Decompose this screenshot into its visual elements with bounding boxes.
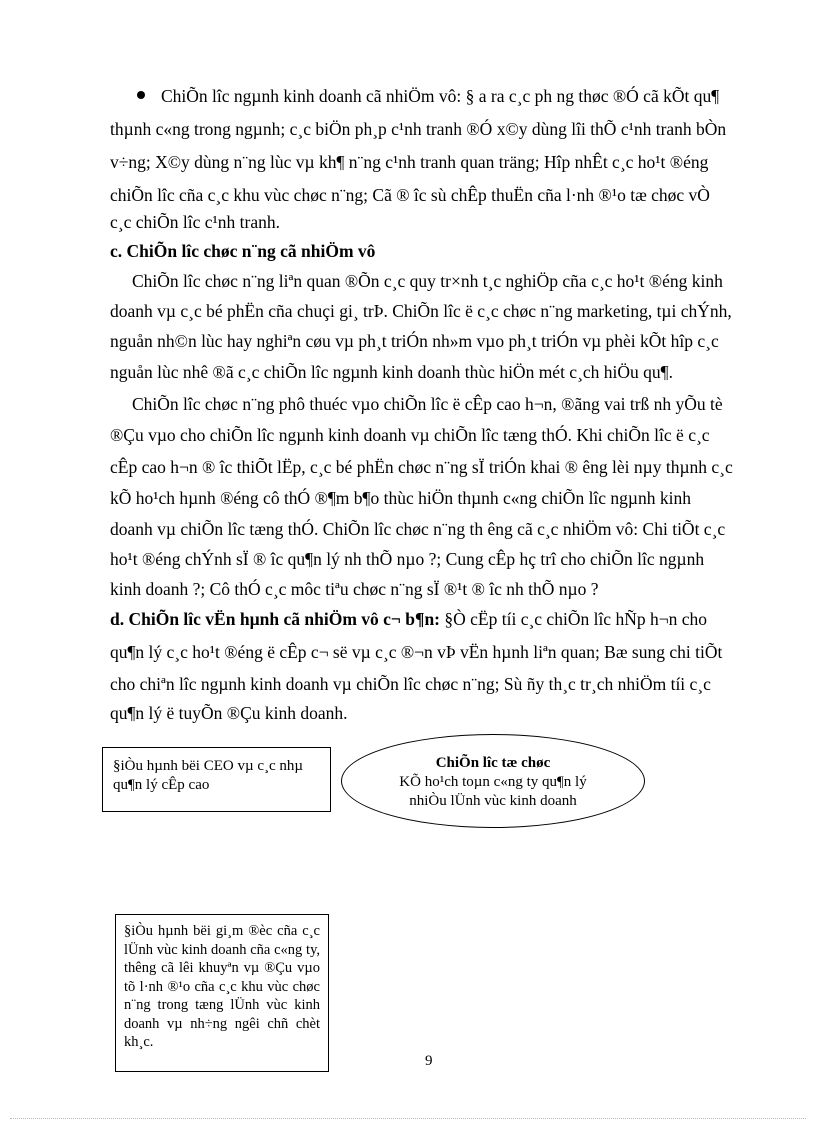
paragraph-line: ®Çu vµo cho chiÕn lîc ngµnh kinh doanh vµ chiÕn lîc tæng thÓ. Khi chiÕn lîc ë c¸c	[110, 425, 710, 445]
ellipse-line: nhiÒu lÜnh vùc kinh doanh	[409, 793, 577, 809]
page-number: 9	[425, 1053, 433, 1069]
paragraph-line: doanh vµ chiÕn lîc tæng thÓ. ChiÕn lîc chøc n¨ng th êng cã c¸c nhiÖm vô: Chi tiÕt c¸c	[110, 519, 726, 539]
paragraph-line: thµnh c«ng trong ngµnh; c¸c biÖn ph¸p c¹nh tranh ®Ó x©y dùng lîi thÕ c¹nh tranh bÒn	[110, 119, 727, 139]
paragraph-line: c¸c chiÕn lîc c¹nh tranh.	[110, 212, 280, 232]
paragraph-line: cÊp cao h¬n ® îc thiÕt lËp, c¸c bé phËn chøc n¨ng sÏ triÓn khai ® êng lèi nµy thµnh c¸c	[110, 457, 733, 477]
paragraph-line: qu¶n lý ë tuyÕn ®Çu kinh doanh.	[110, 703, 348, 723]
ceo-box: §iÒu hµnh bëi CEO vµ c¸c nhµ qu¶n lý cÊp cao	[102, 747, 331, 812]
paragraph-line: ChiÕn lîc chøc n¨ng liªn quan ®Õn c¸c quy tr×nh t¸c nghiÖp cña c¸c ho¹t ®éng kinh	[132, 271, 723, 291]
paragraph-line: v÷ng; X©y dùng n¨ng lùc vµ kh¶ n¨ng c¹nh tranh quan träng; Hîp nhÊt c¸c ho¹t ®éng	[110, 152, 709, 172]
corporate-strategy-ellipse	[341, 734, 645, 828]
paragraph-line: doanh vµ c¸c bé phËn cña chuçi gi¸ trÞ. ChiÕn lîc ë c¸c chøc n¨ng marketing, tµi chÝnh,	[110, 301, 732, 321]
paragraph-line: ChiÕn lîc chøc n¨ng phô thuéc vµo chiÕn lîc ë cÊp cao h¬n, ®ãng vai trß nh yÕu tè	[132, 394, 723, 414]
business-director-box: §iÒu hµnh bëi gi¸m ®èc cña c¸c lÜnh vùc kinh doanh cña c«ng ty, thêng cã lêi khuyªn vµ ®Çu vµo tõ l·nh ®¹o cña c¸c khu vùc chøc n¨ng trong tæng lÜnh vùc kinh doanh vµ nh÷ng ngêi chñ chèt kh¸c.	[115, 914, 329, 1072]
section-heading-c: c. ChiÕn lîc chøc n¨ng cã nhiÖm vô	[110, 241, 376, 261]
paragraph-line: kinh doanh ?; Cô thÓ c¸c môc tiªu chøc n¨ng sÏ ®¹t ® îc nh thÕ nµo ?	[110, 579, 599, 599]
paragraph-line: kÕ ho¹ch hµnh ®éng cô thÓ ®¶m b¶o thùc hiÖn thµnh c«ng chiÕn lîc ngµnh kinh	[110, 488, 692, 508]
footer-divider	[10, 1118, 806, 1119]
paragraph-text: §Ò cËp tíi c¸c chiÕn lîc hÑp h¬n cho	[440, 609, 707, 629]
bullet-icon	[137, 91, 145, 99]
section-heading-d: d. ChiÕn lîc vËn hµnh cã nhiÖm vô c¬ b¶n:	[110, 609, 441, 629]
paragraph-line: ChiÕn lîc ngµnh kinh doanh cã nhiÖm vô: § a ra c¸c ph ng thøc ®Ó cã kÕt qu¶	[161, 86, 720, 106]
section-heading-d-line	[110, 608, 707, 630]
paragraph-line: ho¹t ®éng chÝnh sÏ ® îc qu¶n lý nh thÕ nµo ?; Cung cÊp hç trî cho chiÕn lîc ngµnh	[110, 549, 705, 569]
paragraph-line: nguån lùc nhê ®ã c¸c chiÕn lîc ngµnh kinh doanh thùc hiÖn mét c¸ch hiÖu qu¶.	[110, 362, 673, 382]
paragraph-line: cho chiªn lîc ngµnh kinh doanh vµ chiÕn lîc chøc n¨ng; Sù ñy th¸c tr¸ch nhiÖm tíi c¸c	[110, 674, 711, 694]
paragraph-line: qu¶n lý c¸c ho¹t ®éng ë cÊp c¬ së vµ c¸c ®¬n vÞ vËn hµnh liªn quan; Bæ sung chi tiÕt	[110, 642, 723, 662]
paragraph-line: nguån nh©n lùc hay nghiªn cøu vµ ph¸t triÓn nh»m vµo ph¸t triÓn vµ phèi kÕt hîp c¸c	[110, 331, 719, 351]
ellipse-title: ChiÕn lîc tæ chøc	[435, 755, 551, 771]
paragraph-line: chiÕn lîc cña c¸c khu vùc chøc n¨ng; Cã ® îc sù chÊp thuËn cña l·nh ®¹o tæ chøc vÒ	[110, 185, 710, 205]
ellipse-line: KÕ ho¹ch toµn c«ng ty qu¶n lý	[399, 774, 587, 790]
